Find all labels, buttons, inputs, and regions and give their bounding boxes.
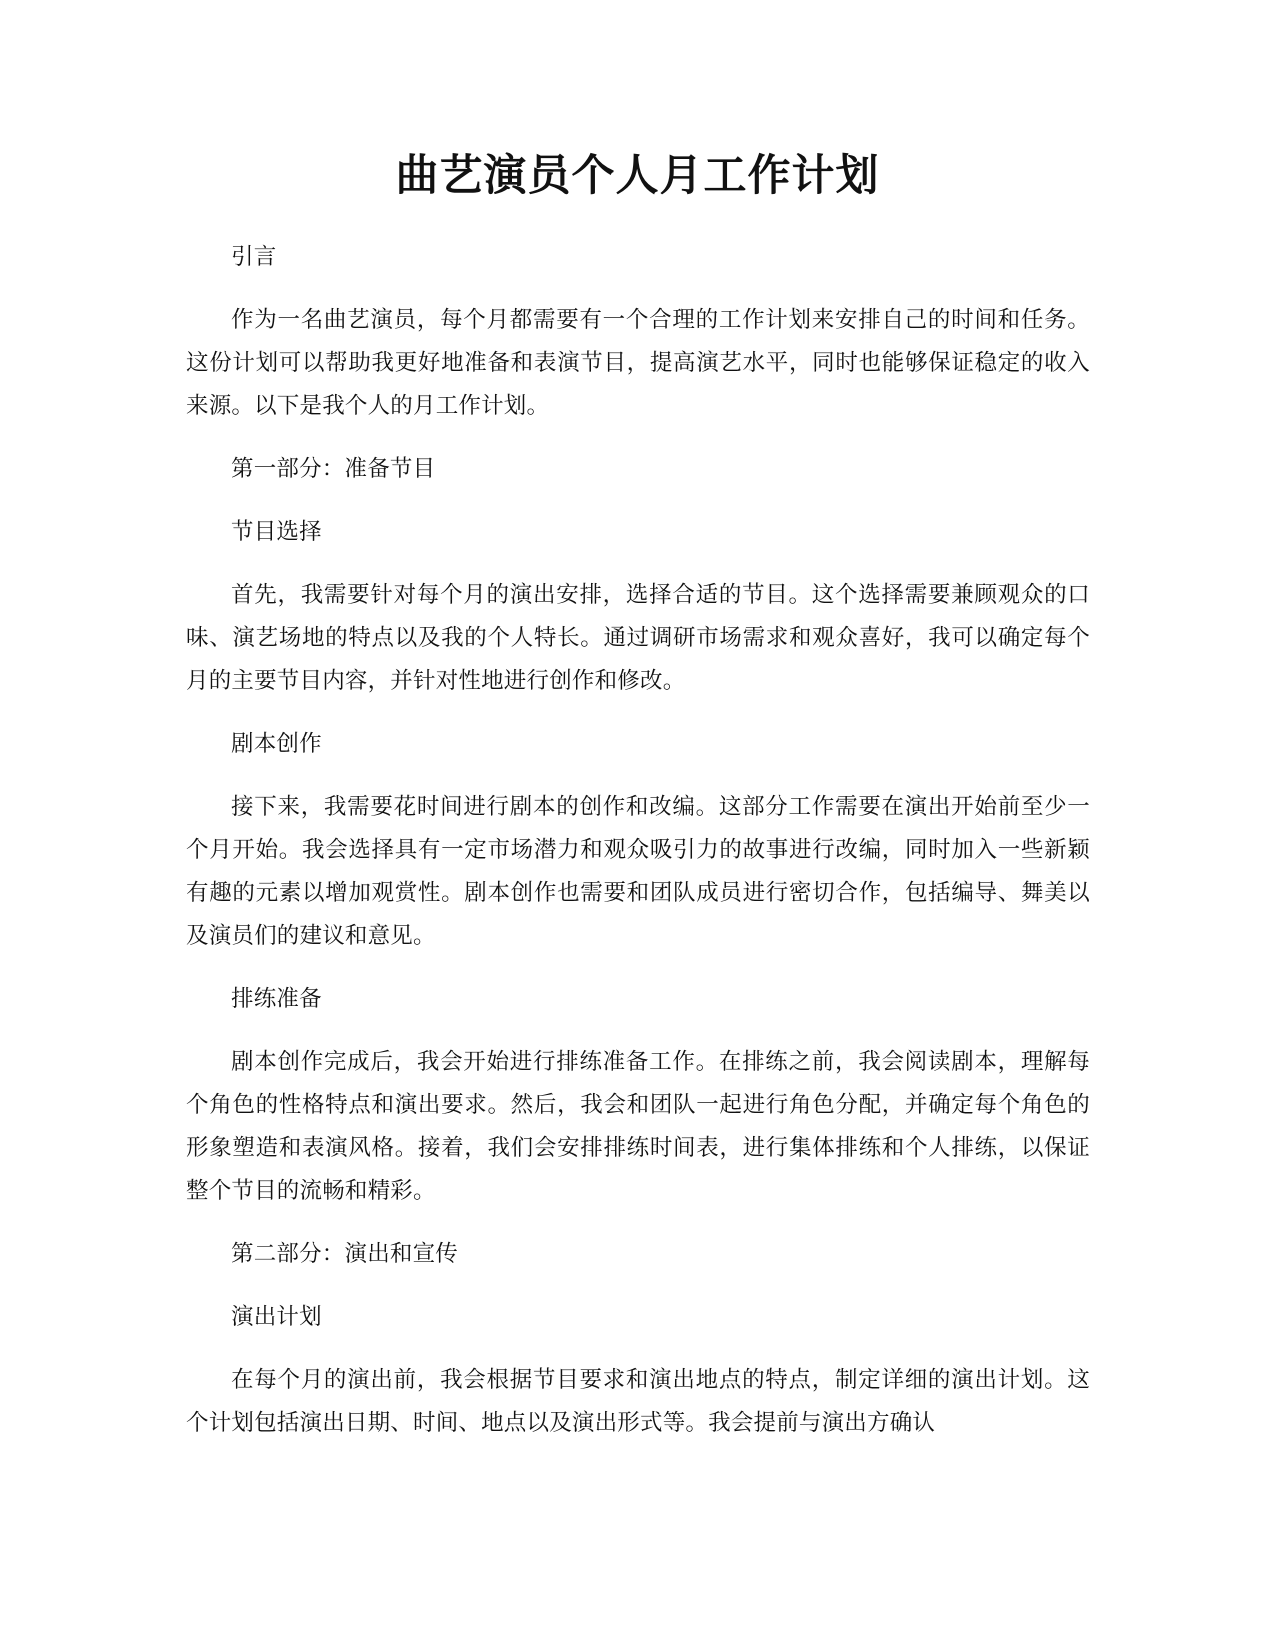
subheading-performance-plan: 演出计划 [231, 1304, 322, 1330]
section-heading-part-one: 第一部分：准备节目 [231, 456, 436, 482]
subheading-program-selection: 节目选择 [231, 519, 322, 545]
subheading-rehearsal-prep: 排练准备 [231, 986, 322, 1012]
paragraph-script-writing: 接下来，我需要花时间进行剧本的创作和改编。这部分工作需要在演出开始前至少一个月开始。我会选择具有一定市场潜力和观众吸引力的故事进行改编，同时加入一些新颖有趣的元素以增加观赏性。剧本创作也需要和团队成员进行密切合作，包括编导、舞美以及演员们的建议和意见。 [186, 794, 1090, 949]
section-heading-intro: 引言 [231, 244, 277, 270]
paragraph-rehearsal-prep: 剧本创作完成后，我会开始进行排练准备工作。在排练之前，我会阅读剧本，理解每个角色的性格特点和演出要求。然后，我会和团队一起进行角色分配，并确定每个角色的形象塑造和表演风格。接着，我们会安排排练时间表，进行集体排练和个人排练，以保证整个节目的流畅和精彩。 [186, 1049, 1090, 1204]
document-title: 曲艺演员个人月工作计划 [395, 151, 880, 201]
paragraph-program-selection: 首先，我需要针对每个月的演出安排，选择合适的节目。这个选择需要兼顾观众的口味、演艺场地的特点以及我的个人特长。通过调研市场需求和观众喜好，我可以确定每个月的主要节目内容，并针对性地进行创作和修改。 [186, 582, 1090, 694]
paragraph-performance-plan: 在每个月的演出前，我会根据节目要求和演出地点的特点，制定详细的演出计划。这个计划包括演出日期、时间、地点以及演出形式等。我会提前与演出方确认 [186, 1367, 1090, 1436]
section-heading-part-two: 第二部分：演出和宣传 [231, 1241, 459, 1267]
paragraph-intro: 作为一名曲艺演员，每个月都需要有一个合理的工作计划来安排自己的时间和任务。这份计划可以帮助我更好地准备和表演节目，提高演艺水平，同时也能够保证稳定的收入来源。以下是我个人的月工作计划。 [186, 307, 1090, 419]
document-body [186, 236, 1090, 1445]
subheading-script-writing: 剧本创作 [231, 731, 322, 757]
